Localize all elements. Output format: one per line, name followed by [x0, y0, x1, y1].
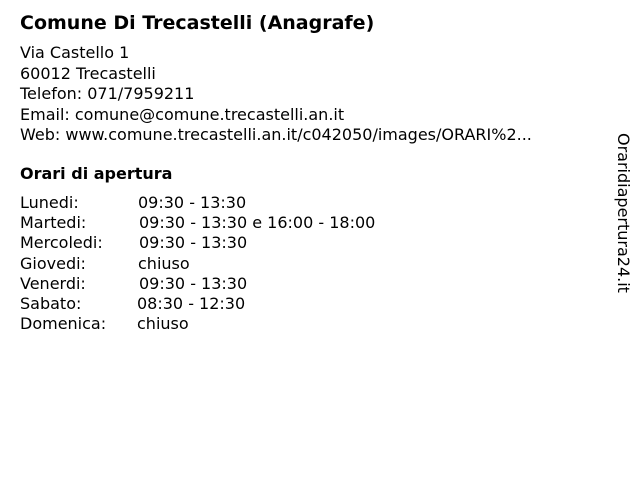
time-value: 09:30 - 13:30 e 16:00 - 18:00 [139, 213, 376, 233]
day-label: Lunedi: [20, 193, 79, 212]
day-label: Sabato: [20, 293, 82, 313]
page-title: Comune Di Trecastelli (Anagrafe) [20, 12, 375, 34]
site-watermark-label: Oraridiapertura24.it [614, 133, 633, 293]
hours-heading: Orari di apertura [20, 164, 173, 183]
web-line: Web: www.comune.trecastelli.an.it/c042050/images/ORARI%2... [20, 125, 532, 144]
email-line: Email: comune@comune.trecastelli.an.it [20, 104, 345, 124]
phone-line: Telefon: 071/7959211 [20, 84, 195, 103]
time-value: 09:30 - 13:30 [139, 233, 248, 253]
time-value: 08:30 - 12:30 [137, 293, 246, 313]
address-line: Via Castello 1 [20, 43, 130, 62]
day-label: Martedi: [20, 213, 87, 233]
day-label: Mercoledi: [20, 233, 103, 253]
city-line: 60012 Trecastelli [20, 63, 156, 83]
contact-block [20, 43, 532, 146]
day-label: Domenica: [20, 314, 107, 334]
time-value: chiuso [137, 314, 189, 334]
time-value: 09:30 - 13:30 [138, 193, 247, 212]
day-label: Giovedi: [20, 253, 86, 273]
time-value: chiuso [138, 253, 190, 273]
day-label: Venerdi: [20, 273, 86, 293]
time-value: 09:30 - 13:30 [139, 273, 248, 293]
